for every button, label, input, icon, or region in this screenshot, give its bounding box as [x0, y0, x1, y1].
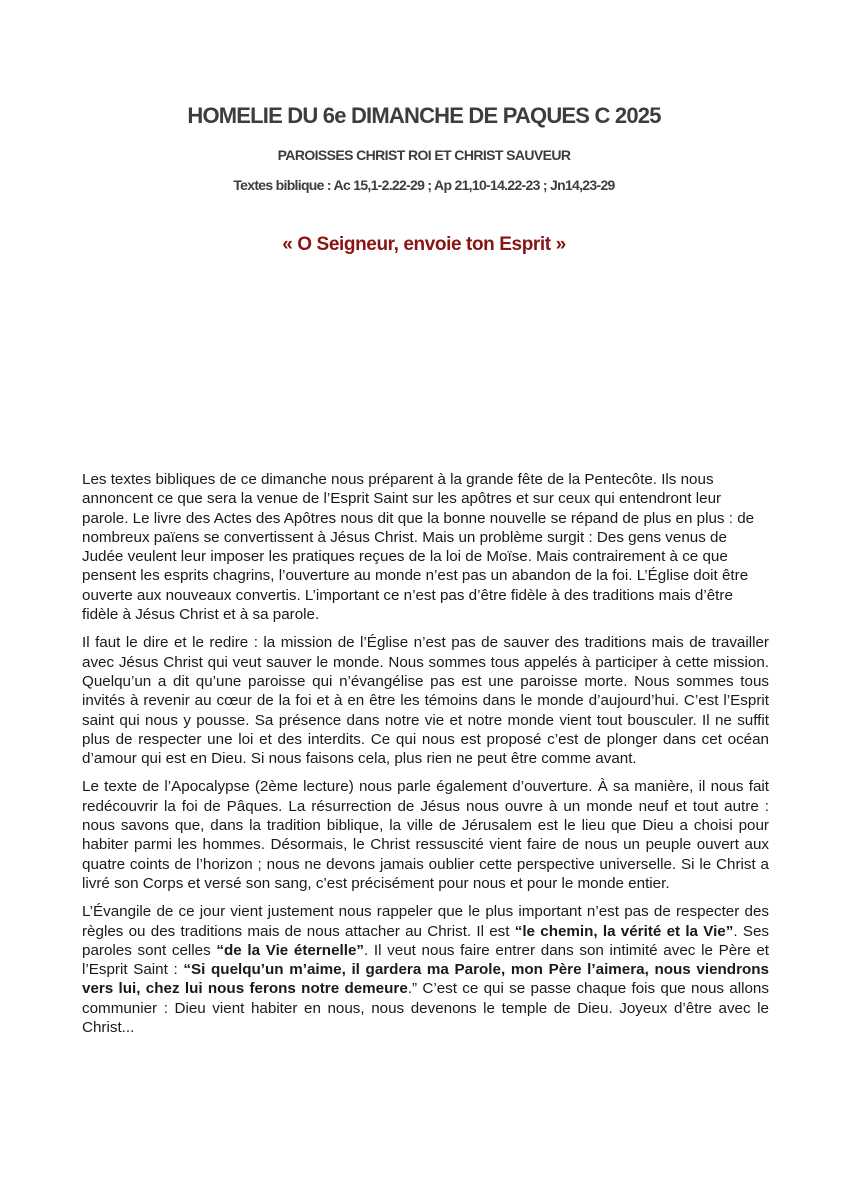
quote-vie-eternelle: “de la Vie éternelle”: [216, 941, 364, 959]
paragraph-1: Les textes bibliques de ce dimanche nous préparent à la grande fête de la Pentecôte. Ils nous annoncent ce que sera la venue de l’Esprit Saint sur les apôtres et sur ceux qui entendront leur parole. Le livre des Actes des Apôtres nous dit que la bonne nouvelle se répand de plus en plus : de nombreux païens se convertissent à Jésus Christ. Mais un problème surgit : Des gens venus de Judée veulent leur imposer les pratiques reçues de la loi de Moïse. Mais contrairement à ce que pensent les esprits chagrins, l’ouverture au monde n’est pas un abandon de la foi. L’Église doit être ouverte aux nouveaux convertis. L’important ce n’est pas d’être fidèle à des traditions mais d’être fidèle à Jésus Christ et à sa parole.: [82, 471, 755, 624]
paragraph-4-text-a: L’Évangile de ce jour vient justement nous rappeler que le plus important n’est pas de respecter des règles ou des traditions mais de nous attacher au Christ. Il est: [82, 903, 769, 940]
page-subtitle: PAROISSES CHRIST ROI ET CHRIST SAUVEUR: [277, 147, 571, 163]
paragraph-4-text-g: .” C’est ce qui se passe chaque fois que nous allons communier : Dieu vient habiter en nous, nous devenons le temple de Dieu. Joyeux d’être avec le Christ...: [82, 980, 769, 1037]
homily-body: [82, 470, 769, 1046]
motto-heading: « O Seigneur, envoie ton Esprit »: [282, 234, 566, 255]
bible-references: Textes biblique : Ac 15,1-2.22-29 ; Ap 21,10-14.22-23 ; Jn14,23-29: [233, 177, 615, 193]
page-title: HOMELIE DU 6e DIMANCHE DE PAQUES C 2025: [187, 103, 661, 128]
quote-si-quelquun: “Si quelqu’un m’aime, il gardera ma Parole, mon Père l’aimera, nous viendrons vers lui, chez lui nous ferons notre demeure: [82, 961, 769, 998]
paragraph-4-text-e: . Il veut nous faire entrer dans son intimité avec le Père et l’Esprit Saint :: [82, 941, 769, 979]
paragraph-2: Il faut le dire et le redire : la mission de l’Église n’est pas de sauver des traditions mais de travailler avec Jésus Christ qui veut sauver le monde. Nous sommes tous appelés à participer à cette mission. Quelqu’un a dit qu’une paroisse qui n’évangélise pas est une paroisse morte. Nous sommes tous invités à revenir au cœur de la foi et à en être les témoins dans le monde d’aujourd’hui. C’est l’Esprit saint qui nous y pousse. Sa présence dans notre vie et notre monde vient tout bousculer. Il ne suffit plus de respecter une loi et des interdits. Ce qui nous est proposé c’est de plonger dans cet océan d’amour qui est en Dieu. Si nous faisons cela, plus rien ne peut être comme avant.: [82, 634, 769, 768]
paragraph-4: [82, 902, 769, 1037]
quote-chemin: “le chemin, la vérité et la Vie”: [514, 922, 734, 940]
paragraph-4-text-c: . Ses paroles sont celles: [82, 922, 769, 959]
paragraph-3: Le texte de l’Apocalypse (2ème lecture) nous parle également d’ouverture. À sa manière, il nous fait redécouvrir la foi de Pâques. La résurrection de Jésus nous ouvre à un monde neuf et tout autre : nous savons que, dans la tradition biblique, la ville de Jérusalem est le lieu que Dieu a choisi pour habiter parmi les hommes. Désormais, le Christ ressuscité vient faire de nous un peuple ouvert aux quatre coints de l’horizon ; nous ne devons jamais oublier cette perspective universelle. Si le Christ a livré son Corps et versé son sang, c’est précisément pour nous et pour le monde entier.: [82, 778, 769, 892]
